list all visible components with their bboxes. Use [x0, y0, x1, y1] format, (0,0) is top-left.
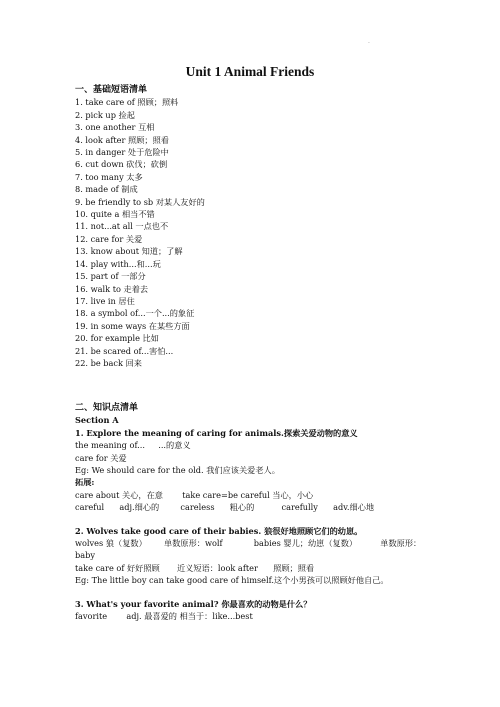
section-heading-knowledge: 二、知识点清单 [75, 403, 139, 413]
list-item: 2. pick up 捡起 [75, 109, 135, 120]
word-meaning: adj.细心的 [119, 502, 160, 513]
list-item: 5. in danger 处于危险中 [75, 147, 169, 158]
list-item: 14. play with...和...玩 [75, 258, 161, 269]
synonym: 近义短语：look after [176, 562, 258, 573]
list-item: 16. walk to 走着去 [75, 283, 149, 294]
point-1-example: Eg: We should care for the old. 我们应该关爱老人。 [75, 465, 280, 476]
word-meaning: adj. 最喜爱的 相当于：like...best [126, 611, 253, 622]
word-meaning: adv.细心地 [333, 502, 375, 513]
list-item: 8. made of 制成 [75, 184, 138, 195]
phrase-term: take care of 好好照顾 [75, 562, 160, 573]
list-item: 4. look after 照顾；照看 [75, 134, 169, 145]
phrase-term: take care=be careful 当心，小心 [182, 489, 314, 500]
list-item: 22. be back 回来 [75, 357, 142, 368]
point-2-line [75, 562, 475, 574]
extension-label: 拓展: [75, 477, 95, 488]
phrase-meaning: ...的意义 [158, 440, 191, 451]
word: babies 婴儿；幼崽（复数） [253, 538, 358, 549]
phrase-term: the meaning of... [75, 440, 145, 451]
phrase-section [75, 84, 475, 369]
list-item: 13. know about 知道；了解 [75, 246, 183, 257]
list-item: 10. quite a 相当不错 [75, 209, 155, 220]
word-meaning: 粗心的 [229, 502, 255, 513]
section-heading-phrases: 一、基础短语清单 [75, 85, 148, 95]
word: favorite [75, 611, 108, 622]
point-3-title: 3. What's your favorite animal? 你最喜欢的动物是什么？ [75, 598, 312, 609]
point-2-line [75, 537, 475, 549]
list-item: 1. take care of 照顾；照料 [75, 97, 179, 108]
word: careful [75, 502, 105, 513]
point-1-line [75, 439, 475, 451]
phrase-term: care about 关心，在意 [75, 489, 163, 500]
list-item: 19. in some ways 在某些方面 [75, 320, 190, 331]
extension-line [75, 501, 475, 513]
point-3-line [75, 610, 475, 622]
point-1-line: care for 关爱 [75, 452, 127, 463]
list-item: 12. care for 关爱 [75, 233, 143, 244]
list-item: 17. live in 居住 [75, 295, 135, 306]
word-base-form: 单数原形： [380, 538, 422, 549]
word: careless [180, 502, 215, 513]
list-item: 6. cut down 砍伐；砍倒 [75, 159, 168, 170]
list-item: 21. be scared of...害怕... [75, 345, 174, 356]
point-1-title: 1. Explore the meaning of caring for animals.探索关爱动物的意义 [75, 427, 358, 438]
extension-line [75, 489, 475, 501]
page-title: Unit 1 Animal Friends [185, 64, 315, 79]
list-item: 7. too many 太多 [75, 171, 143, 182]
list-item: 20. for example 比如 [75, 333, 159, 344]
point-2-example: Eg: The little boy can take good care of himself.这个小男孩可以照顾好他自己。 [75, 575, 389, 586]
list-item: 9. be friendly to sb 对某人友好的 [75, 196, 205, 207]
point-2-line: baby [75, 550, 95, 561]
word: wolves 狼（复数） [75, 538, 147, 549]
list-item: 11. not...at all 一点也不 [75, 221, 169, 232]
point-2-title: 2. Wolves take good care of their babies. 狼很好地照顾它们的幼崽。 [75, 525, 363, 536]
word-base-form: 单数原形：wolf [164, 538, 223, 549]
word: carefully [281, 502, 318, 513]
knowledge-section [75, 402, 475, 623]
corner-mark: . [368, 38, 370, 45]
list-item: 15. part of 一部分 [75, 271, 146, 282]
list-item: 3. one another 互相 [75, 122, 155, 133]
synonym-meaning: 照顾；照看 [273, 562, 315, 573]
section-a-label: Section A [75, 415, 119, 426]
list-item: 18. a symbol of...一个...的象征 [75, 308, 195, 319]
